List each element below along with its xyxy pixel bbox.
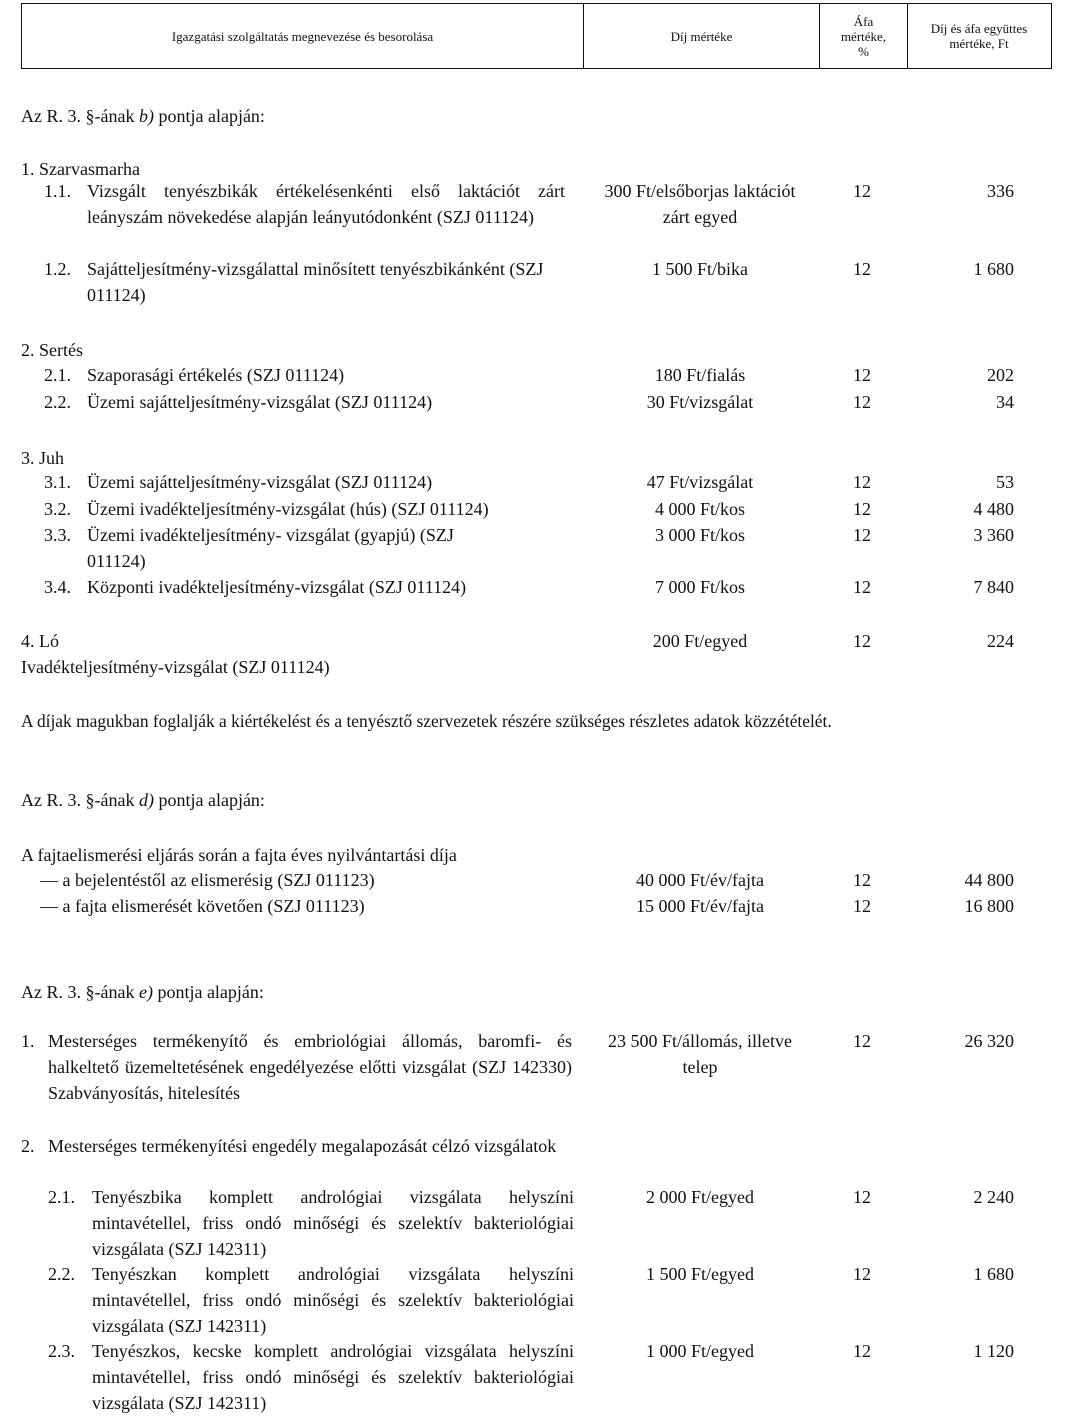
item-number: 2.1. xyxy=(48,1187,75,1207)
item-text: Sajátteljesítmény-vizsgálattal minősített tenyészbikánként (SZJ 011124) xyxy=(87,259,544,305)
section-d-intro: Az R. 3. §-ának d) pontja alapján: xyxy=(21,790,265,810)
item-vat: 12 xyxy=(853,1341,871,1361)
item-total: 4 480 xyxy=(973,499,1014,519)
item-total: 224 xyxy=(987,631,1014,651)
item-fee: 40 000 Ft/év/fajta xyxy=(636,870,764,890)
group-label: 2. Sertés xyxy=(21,340,83,360)
item-number: 2.2. xyxy=(44,392,71,412)
item-total: 53 xyxy=(996,472,1014,492)
item-vat: 12 xyxy=(853,365,871,385)
item-vat: 12 xyxy=(853,870,871,890)
item-number: 2.2. xyxy=(48,1264,75,1284)
item-text: Vizsgált tenyészbikák értékelésenkénti első laktációt zárt leányszám növekedése alapján leányutódonként (SZJ 011124) xyxy=(87,181,565,227)
item-text: Üzemi ivadékteljesítmény-vizsgálat (hús) (SZJ 011124) xyxy=(87,499,489,519)
item-vat: 12 xyxy=(853,577,871,597)
item-total: 26 320 xyxy=(964,1031,1014,1051)
item-total: 336 xyxy=(987,181,1014,201)
item-text: Üzemi sajátteljesítmény-vizsgálat (SZJ 011124) xyxy=(87,472,433,492)
item-number: 2.1. xyxy=(44,365,71,385)
header-fee: Díj mértéke xyxy=(583,4,819,68)
section-b-intro: Az R. 3. §-ának b) pontja alapján: xyxy=(21,106,265,126)
item-fee: 1 500 Ft/egyed xyxy=(646,1264,754,1284)
section-b-note: A díjak magukban foglalják a kiértékelést és a tenyésztő szervezetek részére szükséges részletes adatok közzétételét. xyxy=(21,711,832,731)
item-vat: 12 xyxy=(853,1264,871,1284)
item-text: Tenyészbika komplett andrológiai vizsgálata helyszíni mintavétellel, friss ondó minőségi és szelektív bakteriológiai vizsgálata (SZJ 142311) xyxy=(92,1187,574,1259)
item-vat: 12 xyxy=(853,631,871,651)
item-fee: 4 000 Ft/kos xyxy=(654,499,746,519)
item-text: — a bejelentéstől az elismerésig (SZJ 011123) xyxy=(40,870,375,890)
item-total: 1 680 xyxy=(973,259,1014,279)
item-fee: 200 Ft/egyed xyxy=(652,631,748,651)
item-text: Tenyészkan komplett andrológiai vizsgálata helyszíni mintavétellel, friss ondó minőségi és szelektív bakteriológiai vizsgálata (SZJ 142311) xyxy=(92,1264,574,1336)
item-number: 2.3. xyxy=(48,1341,75,1361)
item-number: 3.4. xyxy=(44,577,71,597)
item-text: — a fajta elismerését követően (SZJ 011123) xyxy=(40,896,365,916)
item-text: Központi ivadékteljesítmény-vizsgálat (SZJ 011124) xyxy=(87,577,467,597)
item-vat: 12 xyxy=(853,259,871,279)
item-number: 1.1. xyxy=(44,181,71,201)
item-vat: 12 xyxy=(853,472,871,492)
group-label: 3. Juh xyxy=(21,448,65,468)
item-fee: 47 Ft/vizsgálat xyxy=(646,472,754,492)
item-fee: 23 500 Ft/állomás, illetve telep xyxy=(608,1031,792,1077)
item-total: 202 xyxy=(987,365,1014,385)
item-total: 2 240 xyxy=(973,1187,1014,1207)
table-header xyxy=(21,3,1052,69)
item-vat: 12 xyxy=(853,896,871,916)
item-fee: 3 000 Ft/kos xyxy=(654,525,746,545)
group-label: 1. Szarvasmarha xyxy=(21,159,140,179)
item-number: 1.2. xyxy=(44,259,71,279)
item-vat: 12 xyxy=(853,392,871,412)
item-text: Tenyészkos, kecske komplett andrológiai vizsgálata helyszíni mintavétellel, friss ondó minőségi és szelektív bakteriológiai vizsgálata (SZJ 142311) xyxy=(92,1341,574,1413)
item-vat: 12 xyxy=(853,1031,871,1051)
item-text: Szaporasági értékelés (SZJ 011124) xyxy=(87,365,345,385)
item-fee: 7 000 Ft/kos xyxy=(654,577,746,597)
header-total: Díj és áfa együttes mértéke, Ft xyxy=(907,4,1050,68)
item-text: Üzemi ivadékteljesítmény- vizsgálat (gyapjú) (SZJ 011124) xyxy=(87,525,454,571)
section-d-heading: A fajtaelismerési eljárás során a fajta éves nyilvántartási díja xyxy=(21,845,457,865)
group-label: 4. Ló xyxy=(21,631,59,651)
item-fee: 15 000 Ft/év/fajta xyxy=(636,896,764,916)
header-name: Igazgatási szolgáltatás megnevezése és besorolása xyxy=(171,28,434,44)
item-fee: 1 000 Ft/egyed xyxy=(646,1341,754,1361)
item-text: Mesterséges termékenyítő és embriológiai állomás, baromfi- és halkeltető üzemeltetésének engedélyezése előtti vizsgálat (SZJ 142330) Szabványosítás, hitelesítés xyxy=(48,1031,572,1103)
header-vat: Áfa mértéke, % xyxy=(819,4,907,68)
item-total: 3 360 xyxy=(973,525,1014,545)
item-vat: 12 xyxy=(853,181,871,201)
item-vat: 12 xyxy=(853,525,871,545)
item-number: 3.2. xyxy=(44,499,71,519)
item-total: 44 800 xyxy=(964,870,1014,890)
item-total: 34 xyxy=(996,392,1014,412)
item-fee: 1 500 Ft/bika xyxy=(651,259,748,279)
item-total: 1 120 xyxy=(973,1341,1014,1361)
item-number: 3.1. xyxy=(44,472,71,492)
item-vat: 12 xyxy=(853,499,871,519)
item-text: Üzemi sajátteljesítmény-vizsgálat (SZJ 011124) xyxy=(87,392,433,412)
item-fee: 2 000 Ft/egyed xyxy=(646,1187,754,1207)
item-fee: 300 Ft/elsőborjas laktációt zárt egyed xyxy=(604,181,796,227)
item-total: 7 840 xyxy=(973,577,1014,597)
item-text: Ivadékteljesítmény-vizsgálat (SZJ 011124) xyxy=(21,657,330,677)
item-text: Mesterséges termékenyítési engedély megalapozását célzó vizsgálatok xyxy=(48,1136,557,1156)
item-number: 1. xyxy=(21,1031,35,1051)
item-total: 1 680 xyxy=(973,1264,1014,1284)
item-fee: 180 Ft/fialás xyxy=(654,365,746,385)
item-number: 3.3. xyxy=(44,525,71,545)
item-fee: 30 Ft/vizsgálat xyxy=(646,392,754,412)
item-number: 2. xyxy=(21,1136,35,1156)
item-vat: 12 xyxy=(853,1187,871,1207)
section-e-intro: Az R. 3. §-ának e) pontja alapján: xyxy=(21,982,264,1002)
item-total: 16 800 xyxy=(964,896,1014,916)
